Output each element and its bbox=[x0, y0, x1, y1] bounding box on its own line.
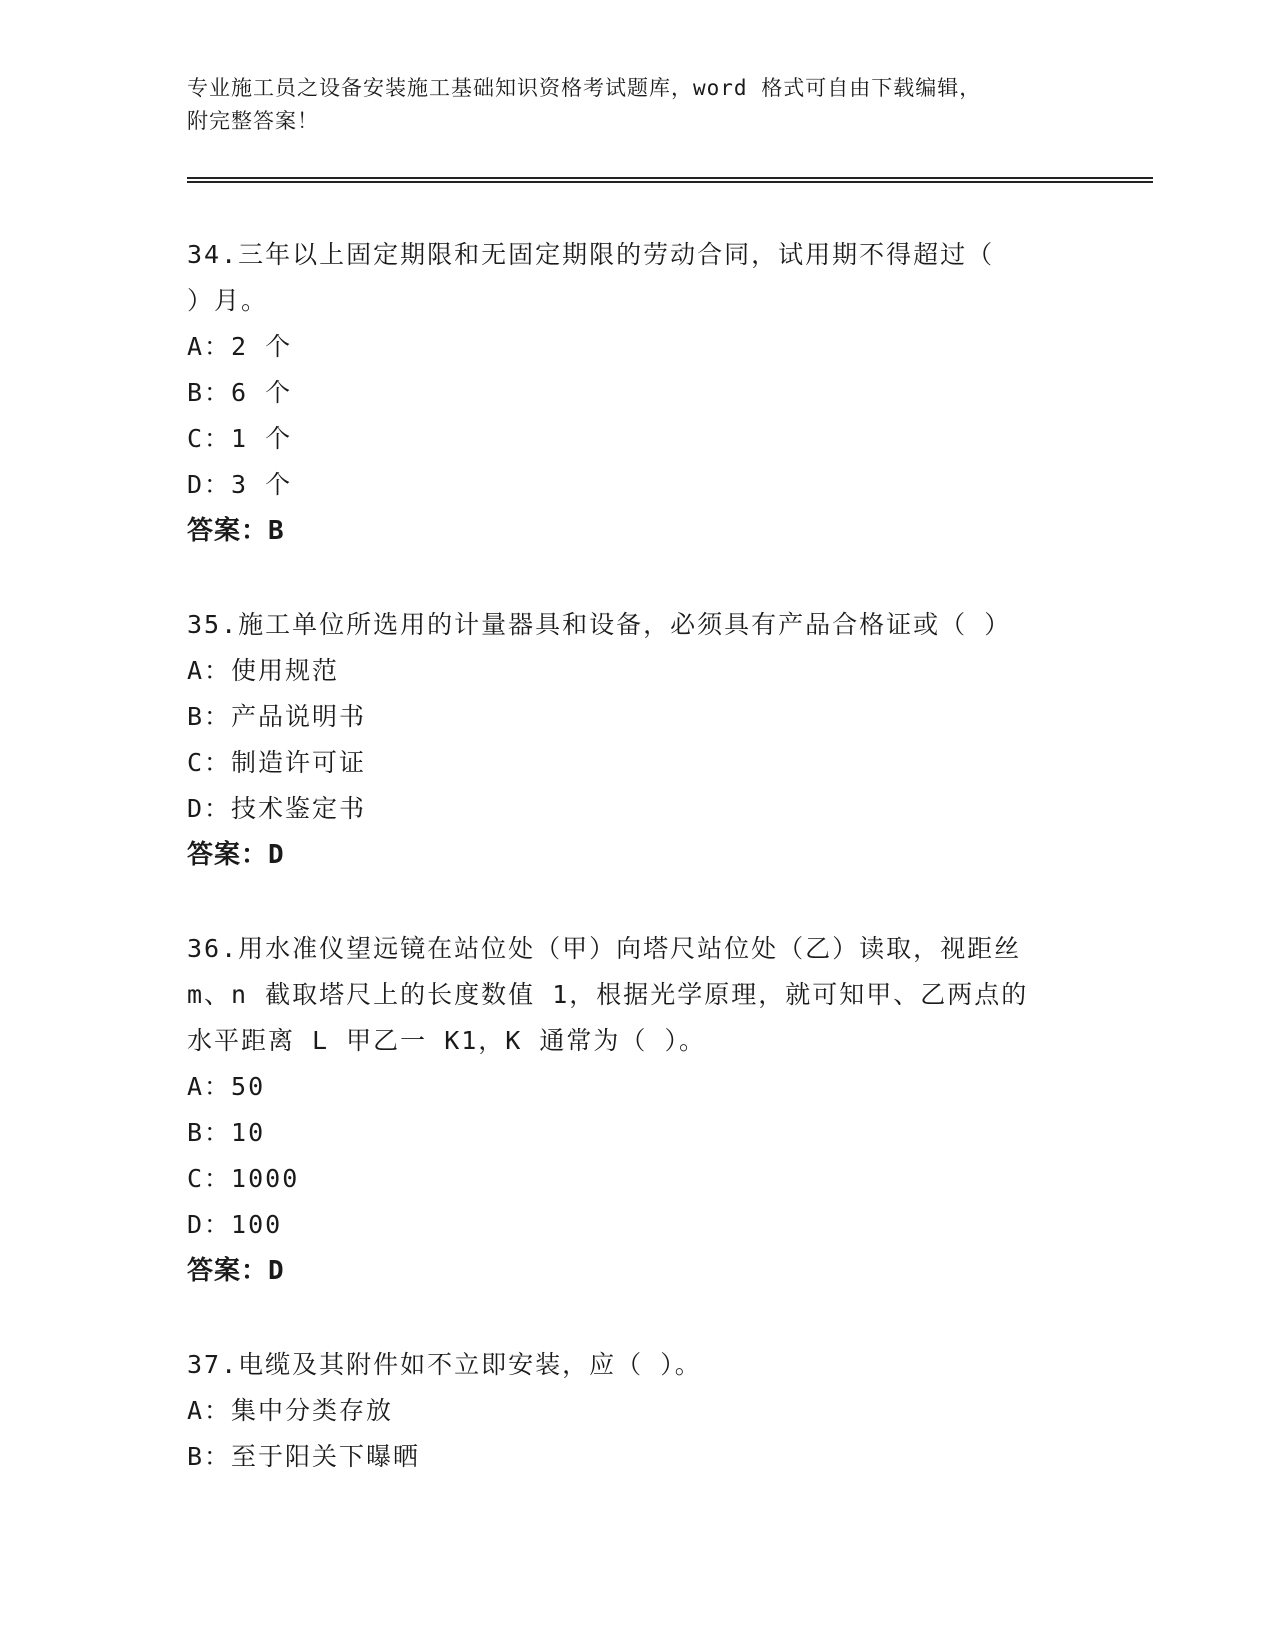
option-b: B：产品说明书 bbox=[187, 702, 367, 731]
option-a: A：使用规范 bbox=[187, 656, 340, 685]
stem-line: 35.施工单位所选用的计量器具和设备，必须具有产品合格证或（ ） bbox=[187, 610, 1012, 639]
stem-line: 37.电缆及其附件如不立即安装，应（ ）。 bbox=[187, 1350, 702, 1379]
question-36 bbox=[187, 926, 1087, 1294]
question-37 bbox=[187, 1342, 1087, 1480]
question-35 bbox=[187, 602, 1087, 878]
stem-line: ）月。 bbox=[187, 286, 269, 315]
question-stem bbox=[187, 1342, 1087, 1388]
option-c: C：制造许可证 bbox=[187, 748, 367, 777]
option-d: D：技术鉴定书 bbox=[187, 794, 367, 823]
option-a: A：2 个 bbox=[187, 332, 293, 361]
stem-line: 34.三年以上固定期限和无固定期限的劳动合同，试用期不得超过（ bbox=[187, 240, 995, 269]
header-divider bbox=[187, 177, 1153, 183]
question-stem bbox=[187, 926, 1087, 1064]
option-b: B：至于阳关下曝晒 bbox=[187, 1442, 421, 1471]
question-list bbox=[187, 232, 1087, 1528]
question-stem bbox=[187, 232, 1087, 324]
option-c: C：1000 bbox=[187, 1164, 300, 1193]
option-a: A：集中分类存放 bbox=[187, 1396, 394, 1425]
option-d: D：100 bbox=[187, 1210, 283, 1239]
answer-line: 答案：B bbox=[187, 516, 285, 546]
stem-line: m、n 截取塔尺上的长度数值 1，根据光学原理，就可知甲、乙两点的 bbox=[187, 980, 1029, 1009]
header-line: 附完整答案！ bbox=[187, 109, 319, 133]
question-stem bbox=[187, 602, 1087, 648]
answer-line: 答案：D bbox=[187, 840, 285, 870]
option-a: A：50 bbox=[187, 1072, 266, 1101]
stem-line: 水平距离 L 甲乙一 K1，K 通常为（ ）。 bbox=[187, 1026, 706, 1055]
answer-line: 答案：D bbox=[187, 1256, 285, 1286]
option-d: D：3 个 bbox=[187, 470, 293, 499]
stem-line: 36.用水准仪望远镜在站位处（甲）向塔尺站位处（乙）读取，视距丝 bbox=[187, 934, 1022, 963]
header-line: 专业施工员之设备安装施工基础知识资格考试题库，word 格式可自由下载编辑， bbox=[187, 76, 982, 100]
document-header bbox=[187, 72, 1067, 138]
option-b: B：6 个 bbox=[187, 378, 293, 407]
option-b: B：10 bbox=[187, 1118, 266, 1147]
question-34 bbox=[187, 232, 1087, 554]
option-c: C：1 个 bbox=[187, 424, 293, 453]
